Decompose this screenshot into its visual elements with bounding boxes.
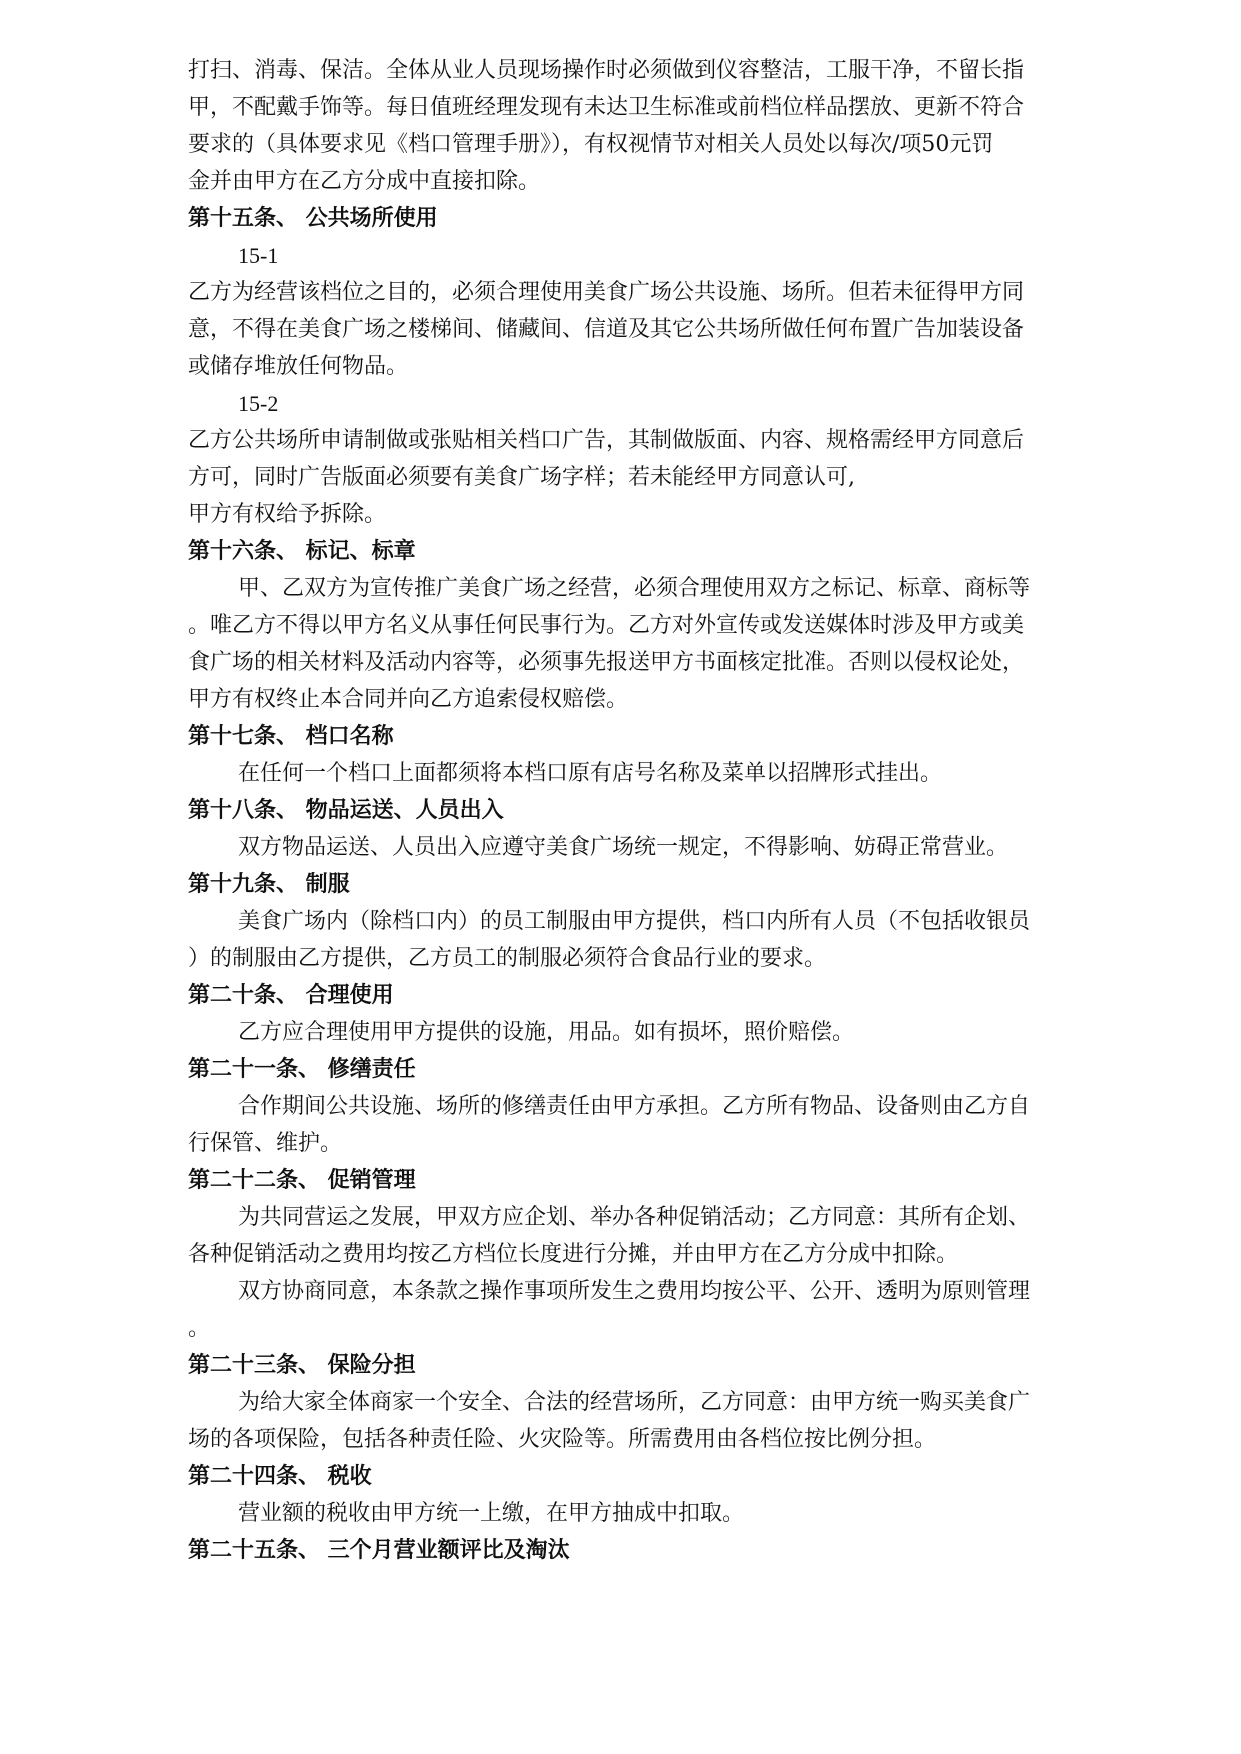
body-text-line: 乙方应合理使用甲方提供的设施，用品。如有损坏，照价赔偿。 (238, 1020, 855, 1045)
article-heading: 第二十条、 合理使用 (188, 983, 394, 1008)
article-heading: 第十八条、 物品运送、人员出入 (188, 798, 504, 823)
article-heading: 第二十二条、 促销管理 (188, 1168, 416, 1193)
body-text-line: 行保管、维护。 (188, 1131, 343, 1156)
body-text-line: 各种促销活动之费用均按乙方档位长度进行分摊，并由甲方在乙方分成中扣除。 (188, 1242, 959, 1267)
body-text-line: 食广场的相关材料及活动内容等，必须事先报送甲方书面核定批准。否则以侵权论处， (188, 650, 1025, 675)
article-heading: 第十七条、 档口名称 (188, 724, 394, 749)
body-text-line: 美食广场内（除档口内）的员工制服由甲方提供，档口内所有人员（不包括收银员 (238, 909, 1031, 934)
body-text-line: 甲、乙双方为宣传推广美食广场之经营，必须合理使用双方之标记、标章、商标等 (238, 576, 1031, 601)
body-text-line: 场的各项保险，包括各种责任险、火灾险等。所需费用由各档位按比例分担。 (188, 1427, 937, 1452)
body-text-line: 打扫、消毒、保洁。全体从业人员现场操作时必须做到仪容整洁，工服干净，不留长指 (188, 58, 1025, 83)
body-text-line: 在任何一个档口上面都须将本档口原有店号名称及菜单以招牌形式挂出。 (238, 761, 943, 786)
body-text-line: 为共同营运之发展，甲双方应企划、举办各种促销活动；乙方同意：其所有企划、 (238, 1205, 1031, 1230)
article-heading: 第十六条、 标记、标章 (188, 539, 416, 564)
body-text-line: 甲方有权终止本合同并向乙方追索侵权赔偿。 (188, 687, 629, 712)
clause-number: 15-1 (238, 243, 279, 268)
article-heading: 第二十三条、 保险分担 (188, 1353, 416, 1378)
article-heading: 第十九条、 制服 (188, 872, 350, 897)
body-text-line: 或储存堆放任何物品。 (188, 354, 409, 379)
body-text-line: 乙方为经营该档位之目的，必须合理使用美食广场公共设施、场所。但若未征得甲方同 (188, 280, 1025, 305)
body-text-line: 乙方公共场所申请制做或张贴相关档口广告，其制做版面、内容、规格需经甲方同意后 (188, 428, 1025, 453)
document-page (188, 52, 1144, 1569)
body-text-line: ）的制服由乙方提供，乙方员工的制服必须符合食品行业的要求。 (188, 946, 827, 971)
article-heading: 第二十四条、 税收 (188, 1464, 372, 1489)
body-text-line: 。唯乙方不得以甲方名义从事任何民事行为。乙方对外宣传或发送媒体时涉及甲方或美 (188, 613, 1025, 638)
body-text-line: 意，不得在美食广场之楼梯间、储藏间、信道及其它公共场所做任何布置广告加装设备 (188, 317, 1025, 342)
article-heading: 第二十五条、 三个月营业额评比及淘汰 (188, 1538, 570, 1563)
body-text-line: 金并由甲方在乙方分成中直接扣除。 (188, 169, 541, 194)
body-text-line: 双方协商同意，本条款之操作事项所发生之费用均按公平、公开、透明为原则管理 (238, 1279, 1031, 1304)
body-text-line: 方可，同时广告版面必须要有美食广场字样；若未能经甲方同意认可, (188, 465, 855, 490)
article-heading: 第十五条、 公共场所使用 (188, 206, 438, 231)
body-text-line: 甲，不配戴手饰等。每日值班经理发现有未达卫生标准或前档位样品摆放、更新不符合 (188, 95, 1025, 120)
article-heading: 第二十一条、 修缮责任 (188, 1057, 416, 1082)
body-text-line: 甲方有权给予拆除。 (188, 502, 387, 527)
body-text-line: 。 (188, 1316, 211, 1341)
body-text-line: 为给大家全体商家一个安全、合法的经营场所，乙方同意：由甲方统一购买美食广 (238, 1390, 1031, 1415)
body-text-line: 双方物品运送、人员出入应遵守美食广场统一规定，不得影响、妨碍正常营业。 (238, 835, 1009, 860)
body-text-line: 营业额的税收由甲方统一上缴，在甲方抽成中扣取。 (238, 1501, 745, 1526)
body-text-line: 合作期间公共设施、场所的修缮责任由甲方承担。乙方所有物品、设备则由乙方自 (238, 1094, 1031, 1119)
clause-number: 15-2 (238, 391, 279, 416)
body-text-line: 要求的（具体要求见《档口管理手册》），有权视情节对相关人员处以每次/项50元罚 (188, 132, 994, 157)
